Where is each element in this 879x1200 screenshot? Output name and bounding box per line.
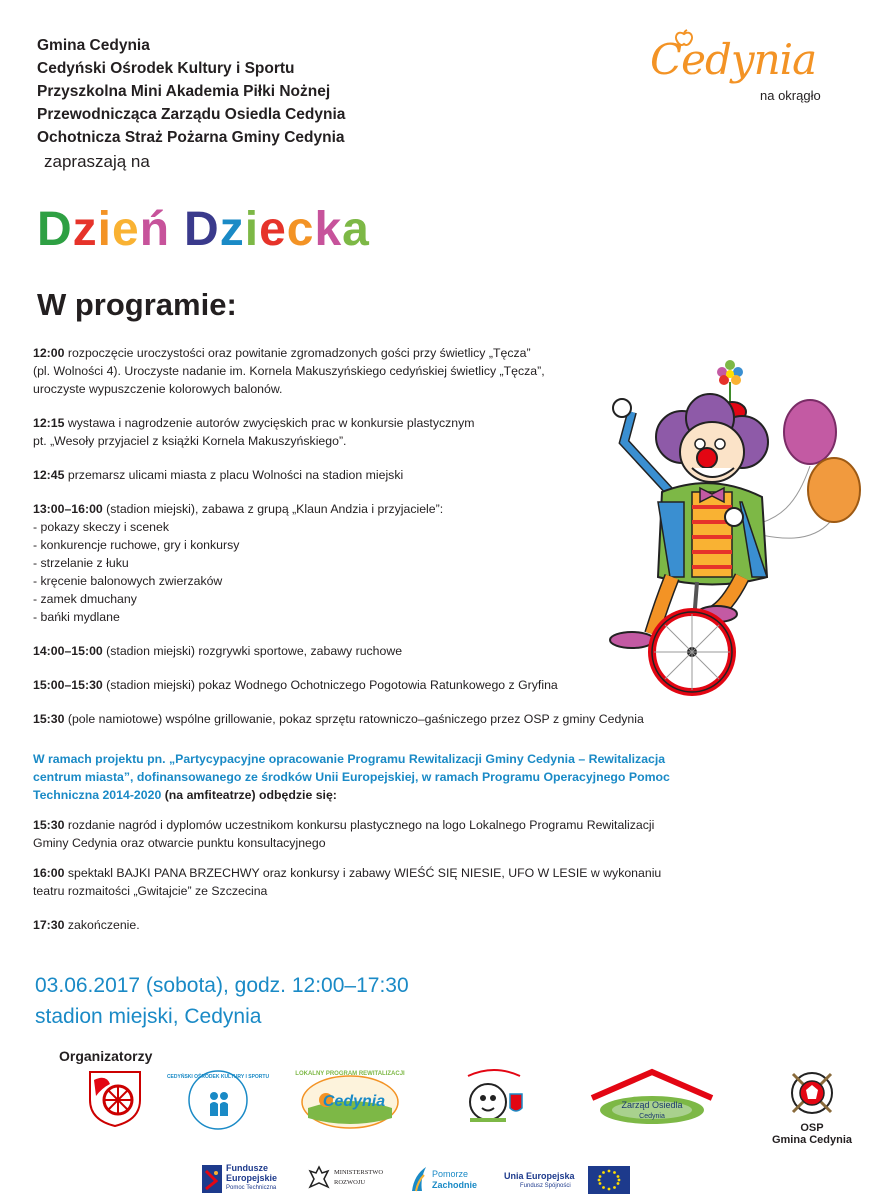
ue-logo <box>504 1163 634 1197</box>
organizer-line: Przyszkolna Mini Akademia Piłki Nożnej <box>37 83 331 100</box>
fe-line1: Fundusze <box>226 1163 268 1173</box>
organizer-line: Przewodnicząca Zarządu Osiedla Cedynia <box>37 106 346 123</box>
fe-line3: Pomoc Techniczna <box>226 1185 277 1191</box>
program-time: 15:30 <box>33 712 65 726</box>
pz-line2: Zachodnie <box>432 1180 478 1190</box>
project-section <box>33 750 773 950</box>
organizer-line: Gmina Cedynia <box>37 37 150 54</box>
organizers-label: Organizatorzy <box>59 1048 153 1064</box>
program-time: 12:45 <box>33 468 65 482</box>
program-text: pt. „Wesoły przyjaciel z książki Kornela Makuszyńskiego”. <box>33 434 347 448</box>
program-time: 17:30 <box>33 918 65 932</box>
title-letter: c <box>286 203 315 256</box>
cok-logo-text: CEDYŃSKI OŚRODEK KULTURY I SPORTU <box>166 1074 270 1080</box>
ue-line2: Fundusz Spójności <box>520 1183 571 1189</box>
osp-line2: Gmina Cedynia <box>771 1134 853 1146</box>
activity-item: - pokazy skeczy i scenek <box>33 520 169 534</box>
activity-item: - zamek dmuchany <box>33 592 137 606</box>
program-text: uroczyste wypuszczenie kolorowych balonów. <box>33 382 283 396</box>
page-title <box>37 202 370 257</box>
eu-flag-icon <box>588 1166 630 1194</box>
program-time: 12:00 <box>33 346 65 360</box>
lpr-logo-text: LOKALNY PROGRAM REWITALIZACJI <box>295 1071 405 1077</box>
pomorze-logo <box>410 1163 486 1197</box>
project-line: W ramach projektu pn. „Partycypacyjne opracowanie Programu Rewitalizacji Gminy Cedynia – Rewitalizacja <box>33 752 666 766</box>
title-letter: e <box>259 203 287 256</box>
zarzad-osiedla-logo <box>588 1068 716 1126</box>
cok-logo <box>166 1068 270 1132</box>
pomorze-icon <box>410 1165 428 1193</box>
organizer-line: Cedyński Ośrodek Kultury i Sportu <box>37 60 295 77</box>
program-text: (pole namiotowe) wspólne grillowanie, pokaz sprzętu ratowniczo–gaśniczego przez OSP z gminy Cedynia <box>67 712 644 726</box>
clown-illustration <box>592 352 872 702</box>
program-text: (pl. Wolności 4). Uroczyste nadanie im. Kornela Makuszyńskiego cedyńskiej świetlicy „Tęcza”, <box>33 364 545 378</box>
project-line: centrum miasta”, dofinansowanego ze środków Unii Europejskiej, w ramach Programu Operacyjnego Pomoc <box>33 770 670 784</box>
title-letter: z <box>219 203 245 256</box>
ue-line1: Unia Europejska <box>504 1171 575 1181</box>
title-letter: a <box>342 203 370 256</box>
project-item <box>33 864 773 900</box>
project-item <box>33 816 773 852</box>
gmina-coat-of-arms-icon <box>88 1070 142 1128</box>
zarzad-line1: Zarząd Osiedla <box>621 1100 683 1110</box>
lpr-logo-name: Cedynia <box>322 1093 386 1110</box>
cedynia-tagline: na okrągło <box>760 88 821 103</box>
title-letter: D <box>37 203 73 256</box>
polish-eagle-icon <box>308 1165 330 1193</box>
fe-logo <box>202 1163 302 1197</box>
pz-line1: Pomorze <box>432 1169 469 1179</box>
project-program-name: Techniczna 2014-2020 <box>33 788 162 802</box>
invite-text: zapraszają na <box>44 152 150 171</box>
program-text: (stadion miejski) pokaz Wodnego Ochotniczego Pogotowia Ratunkowego z Gryfina <box>106 678 558 692</box>
ministry-logo <box>308 1163 400 1197</box>
program-text: (stadion miejski), zabawa z grupą „Klaun Andzia i przyjaciele”: <box>106 502 444 516</box>
program-text: rozdanie nagród i dyplomów uczestnikom konkursu plastycznego na logo Lokalnego Programu Rewitalizacji <box>67 818 655 832</box>
project-venue: (na amfiteatrze) odbędzie się: <box>164 788 337 802</box>
program-time: 15:30 <box>33 818 65 832</box>
lpr-logo <box>295 1064 405 1130</box>
title-letter: e <box>112 203 140 256</box>
program-text: teatru rozmaitości „Gwitajcie” ze Szczecina <box>33 884 268 898</box>
title-letter: i <box>244 203 260 256</box>
min-line2: ROZWOJU <box>334 1179 366 1186</box>
title-letter: D <box>184 203 220 256</box>
title-letter: k <box>314 203 343 256</box>
eu-funds-icon <box>202 1165 222 1193</box>
program-heading: W programie: <box>37 287 237 322</box>
program-text: Gminy Cedynia oraz otwarcie punktu konsultacyjnego <box>33 836 326 850</box>
title-letter: ń <box>139 203 171 256</box>
program-text: spektakl BAJKI PANA BRZECHWY oraz konkursy i zabawy WIEŚĆ SIĘ NIESIE, UFO W LESIE w wykonaniu <box>67 866 662 880</box>
program-time: 14:00–15:00 <box>33 644 103 658</box>
zarzad-line2: Cedynia <box>639 1113 665 1120</box>
event-info <box>35 970 409 1032</box>
organizer-line: Ochotnicza Straż Pożarna Gminy Cedynia <box>37 129 345 146</box>
cedynia-logo-text: Cedynia <box>650 35 817 84</box>
activity-item: - konkurencje ruchowe, gry i konkursy <box>33 538 240 552</box>
program-text: przemarsz ulicami miasta z placu Wolności na stadion miejski <box>67 468 404 482</box>
osp-logo <box>770 1070 854 1146</box>
title-letter: i <box>97 203 113 256</box>
fe-line2: Europejskie <box>226 1173 278 1183</box>
project-item <box>33 916 773 934</box>
program-time: 12:15 <box>33 416 65 430</box>
event-place: stadion miejski, Cedynia <box>35 1005 262 1028</box>
event-date: 03.06.2017 (sobota), godz. 12:00–17:30 <box>35 974 409 997</box>
program-text: zakończenie. <box>67 918 140 932</box>
fire-brigade-emblem-icon <box>789 1070 835 1116</box>
organizers-header <box>37 34 345 149</box>
title-letter: z <box>72 203 98 256</box>
program-text: rozpoczęcie uroczystości oraz powitanie zgromadzonych gości przy świetlicy „Tęcza” <box>67 346 531 360</box>
program-time: 16:00 <box>33 866 65 880</box>
football-academy-logo <box>456 1064 532 1128</box>
project-line <box>33 786 773 804</box>
program-time: 15:00–15:30 <box>33 678 103 692</box>
activity-item: - strzelanie z łuku <box>33 556 129 570</box>
program-time: 13:00–16:00 <box>33 502 103 516</box>
activity-item: - kręcenie balonowych zwierzaków <box>33 574 223 588</box>
osp-line1: OSP <box>800 1122 824 1134</box>
cedynia-logo <box>648 30 838 110</box>
min-line1: MINISTERSTWO <box>334 1169 384 1176</box>
program-text: (stadion miejski) rozgrywki sportowe, zabawy ruchowe <box>106 644 403 658</box>
program-item <box>33 710 753 728</box>
activity-item: - bańki mydlane <box>33 610 120 624</box>
program-text: wystawa i nagrodzenie autorów zwycięskich prac w konkursie plastycznym <box>67 416 475 430</box>
